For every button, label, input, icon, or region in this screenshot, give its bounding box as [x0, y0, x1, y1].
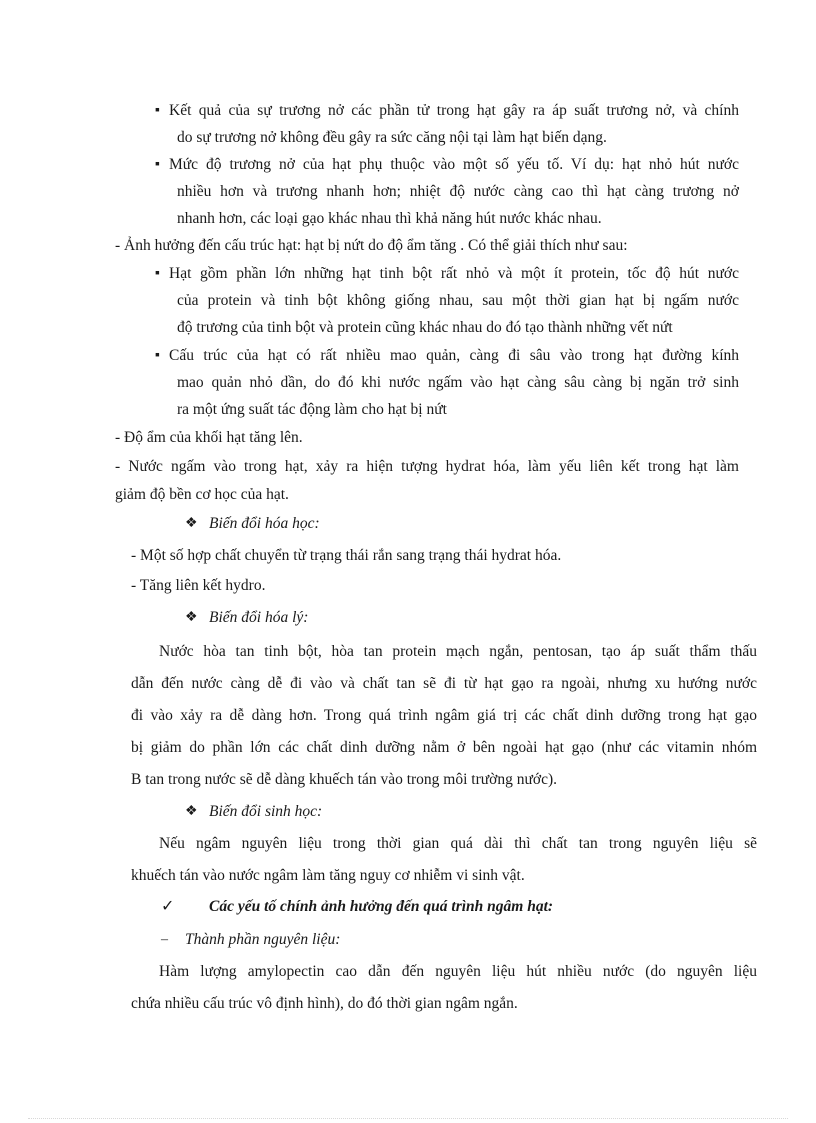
- bullet-line: của protein và tinh bột không giống nhau, sau một thời gian hạt bị ngấm nước: [177, 292, 739, 309]
- paragraph-line: Nếu ngâm nguyên liệu trong thời gian quá dài thì chất tan trong nguyên liệu sẽ: [159, 835, 757, 852]
- diamond-bullet-icon: ❖: [185, 516, 198, 531]
- moisture-line: - Độ ẩm của khối hạt tăng lên.: [115, 429, 303, 446]
- chemical-item: - Tăng liên kết hydro.: [131, 577, 266, 594]
- paragraph-line: B tan trong nước sẽ dễ dàng khuếch tán vào trong môi trường nước).: [131, 771, 558, 788]
- bullet-line: do sự trương nở không đều gây ra sức căng nội tại làm hạt biến dạng.: [177, 129, 607, 146]
- square-bullet-icon: ▪: [155, 157, 160, 172]
- paragraph-line: khuếch tán vào nước ngâm làm tăng nguy cơ nhiễm vi sinh vật.: [131, 867, 525, 884]
- bullet-line: Hạt gồm phần lớn những hạt tinh bột rất nhỏ và một ít protein, tốc độ hút nước: [169, 265, 739, 282]
- hydration-line: giảm độ bền cơ học của hạt.: [115, 486, 289, 503]
- bullet-line: nhanh hơn, các loại gạo khác nhau thì khả năng hút nước khác nhau.: [177, 210, 602, 227]
- dash-bullet-icon: –: [161, 932, 168, 947]
- square-bullet-icon: ▪: [155, 103, 160, 118]
- paragraph-line: Nước hòa tan tinh bột, hòa tan protein mạch ngắn, pentosan, tạo áp suất thẩm thấu: [159, 643, 757, 660]
- bullet-line: Mức độ trương nở của hạt phụ thuộc vào một số yếu tố. Ví dụ: hạt nhỏ hút nước: [169, 156, 739, 173]
- biological-heading: Biến đổi sinh học:: [209, 803, 323, 820]
- paragraph-line: đi vào xảy ra dễ dàng hơn. Trong quá trình ngâm giá trị các chất dinh dưỡng trong hạt gạo: [131, 707, 757, 724]
- diamond-bullet-icon: ❖: [185, 610, 198, 625]
- paragraph-line: dẫn đến nước càng dễ đi vào và chất tan sẽ đi từ hạt gạo ra ngoài, nhưng xu hướng nước: [131, 675, 757, 692]
- chemical-item: - Một số hợp chất chuyển từ trạng thái rắn sang trạng thái hydrat hóa.: [131, 547, 562, 564]
- paragraph-line: bị giảm do phần lớn các chất dinh dưỡng nằm ở bên ngoài hạt gạo (như các vitamin nhóm: [131, 739, 757, 756]
- bullet-line: độ trương của tinh bột và protein cũng khác nhau do đó tạo thành những vết nứt: [177, 319, 673, 336]
- check-bullet-icon: ✓: [161, 898, 175, 915]
- footer-divider: [28, 1118, 788, 1119]
- diamond-bullet-icon: ❖: [185, 804, 198, 819]
- structure-effect-heading: - Ảnh hưởng đến cấu trúc hạt: hạt bị nứt do độ ẩm tăng . Có thể giải thích như sau:: [115, 237, 628, 254]
- square-bullet-icon: ▪: [155, 266, 160, 281]
- factors-heading: Các yếu tố chính ảnh hưởng đến quá trình ngâm hạt:: [209, 898, 554, 915]
- hydration-line: - Nước ngấm vào trong hạt, xảy ra hiện tượng hydrat hóa, làm yếu liên kết trong hạt làm: [115, 458, 739, 475]
- bullet-line: ra một ứng suất tác động làm cho hạt bị nứt: [177, 401, 447, 418]
- square-bullet-icon: ▪: [155, 348, 160, 363]
- factors-subheading: Thành phần nguyên liệu:: [185, 931, 341, 948]
- bullet-line: Kết quả của sự trương nở các phần tử trong hạt gây ra áp suất trương nở, và chính: [169, 102, 739, 119]
- chemical-heading: Biến đổi hóa học:: [209, 515, 320, 532]
- bullet-line: Cấu trúc của hạt có rất nhiều mao quản, càng đi sâu vào trong hạt đường kính: [169, 347, 739, 364]
- bullet-line: mao quản nhỏ dần, do đó khi nước ngấm vào hạt càng sâu càng bị ngăn trở sinh: [177, 374, 739, 391]
- paragraph-line: chứa nhiều cấu trúc vô định hình), do đó thời gian ngâm ngắn.: [131, 995, 518, 1012]
- physicochemical-heading: Biến đổi hóa lý:: [209, 609, 309, 626]
- bullet-line: nhiều hơn và trương nhanh hơn; nhiệt độ nước càng cao thì hạt càng trương nở: [177, 183, 739, 200]
- paragraph-line: Hàm lượng amylopectin cao dẫn đến nguyên liệu hút nhiều nước (do nguyên liệu: [159, 963, 757, 980]
